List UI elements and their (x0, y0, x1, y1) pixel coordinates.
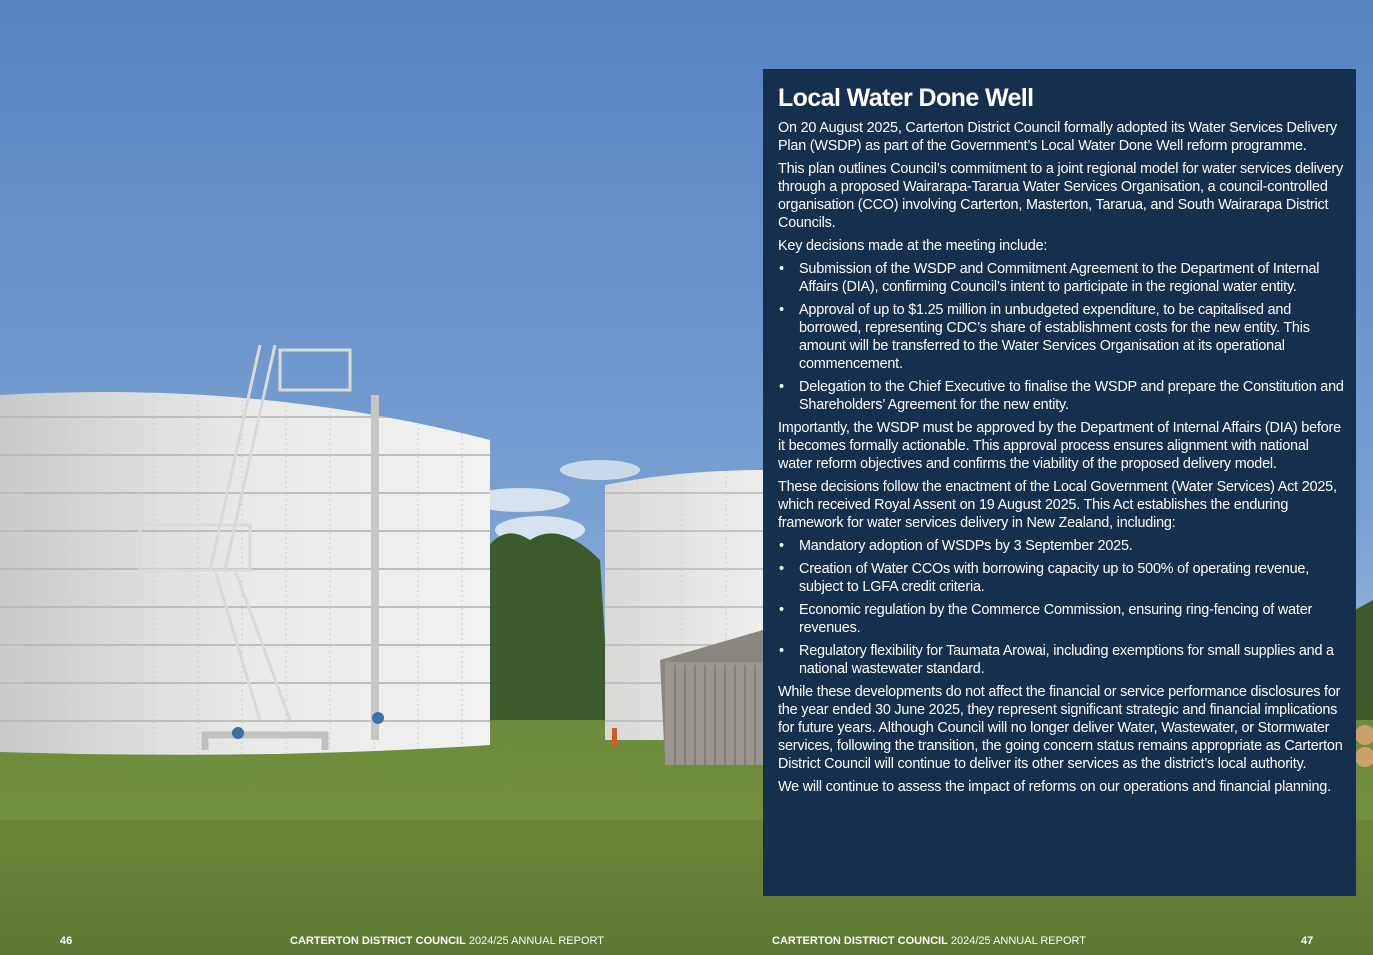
section-title: Local Water Done Well (778, 84, 1034, 112)
footer-report: 2024/25 ANNUAL REPORT (950, 935, 1086, 947)
bullet-icon: • (779, 261, 784, 277)
act-points-list (778, 537, 1346, 678)
bullet-icon: • (779, 379, 784, 395)
body-paragraph: While these developments do not affect the financial or service performance disclosures for the year ended 30 June 2025, they represent significant strategic and financial implications for future years. Although Council will no longer deliver Water, Wastewater, or Stormwater services, following the transition, the going concern status remains appropriate as Carterton District Council will continue to deliver its other services as the district’s local authority. (778, 684, 1343, 772)
intro-paragraph: Key decisions made at the meeting include: (778, 238, 1048, 254)
intro-paragraph: On 20 August 2025, Carterton District Council formally adopted its Water Services Delivery Plan (WSDP) as part of the Government’s Local Water Done Well reform programme. (778, 120, 1337, 154)
list-item: • Regulatory flexibility for Taumata Arowai, including exemptions for small supplies and a national wastewater standard. (779, 643, 1334, 677)
page-number-left: 46 (60, 935, 73, 947)
bullet-icon: • (779, 538, 784, 554)
content-panel (763, 69, 1356, 896)
list-item: • Delegation to the Chief Executive to finalise the WSDP and prepare the Constitution and Shareholders’ Agreement for the new entity. (779, 379, 1344, 413)
bullet-icon: • (779, 561, 784, 577)
list-item: • Economic regulation by the Commerce Commission, ensuring ring-fencing of water revenues. (779, 602, 1313, 636)
footer-right (772, 934, 1086, 948)
footer-left (290, 934, 604, 948)
bullet-icon: • (779, 643, 784, 659)
list-item: • Mandatory adoption of WSDPs by 3 September 2025. (779, 538, 1133, 554)
body-paragraph: These decisions follow the enactment of the Local Government (Water Services) Act 2025, which received Royal Assent on 19 August 2025. This Act establishes the enduring framework for water services delivery in New Zealand, including: (778, 479, 1337, 531)
footer-report: 2024/25 ANNUAL REPORT (468, 935, 604, 947)
intro-paragraph: This plan outlines Council’s commitment to a joint regional model for water services delivery through a proposed Wairarapa-Tararua Water Services Organisation, a council-controlled organisation (CCO) involving Carterton, Masterton, Tararua, and South Wairarapa District Councils. (778, 161, 1344, 231)
footer-org: CARTERTON DISTRICT COUNCIL (290, 935, 466, 947)
page-number-right: 47 (1301, 935, 1314, 947)
body-paragraph: We will continue to assess the impact of reforms on our operations and financial planning. (778, 779, 1331, 795)
bullet-icon: • (779, 302, 784, 318)
list-item: • Creation of Water CCOs with borrowing capacity up to 500% of operating revenue, subject to LGFA credit criteria. (779, 561, 1309, 595)
footer-org: CARTERTON DISTRICT COUNCIL (772, 935, 948, 947)
list-item: • Approval of up to $1.25 million in unbudgeted expenditure, to be capitalised and borrowed, representing CDC’s share of establishment costs for the new entity. This amount will be transferred to the Water Services Organisation at its operational commencement. (779, 302, 1310, 372)
list-item: • Submission of the WSDP and Commitment Agreement to the Department of Internal Affairs (DIA), confirming Council’s intent to participate in the regional water entity. (779, 261, 1320, 295)
bullet-icon: • (779, 602, 784, 618)
body-paragraph: Importantly, the WSDP must be approved by the Department of Internal Affairs (DIA) before it becomes formally actionable. This approval process ensures alignment with national water reform objectives and confirms the viability of the proposed delivery model. (778, 420, 1341, 472)
decisions-list (778, 260, 1346, 414)
